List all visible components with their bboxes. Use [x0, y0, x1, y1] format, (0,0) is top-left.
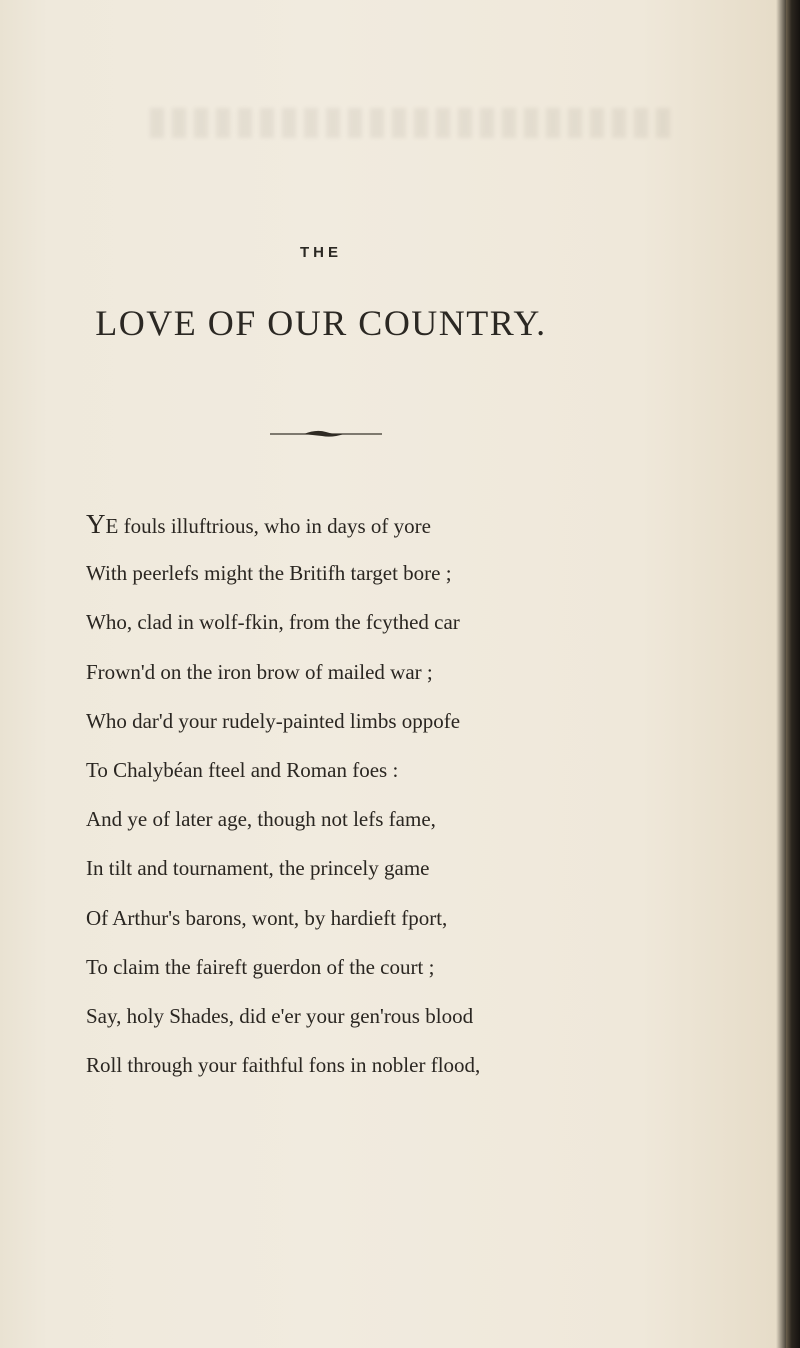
page-title: LOVE OF OUR COUNTRY.: [95, 303, 547, 343]
show-through-text: [150, 108, 670, 138]
poem-line: To claim the faireft guerdon of the court ;: [86, 954, 435, 979]
book-spine-edge: [786, 0, 800, 1348]
poem-line: Who, clad in wolf-fkin, from the fcythed car: [86, 610, 460, 635]
poem-line: Of Arthur's barons, wont, by hardieft fport,: [86, 905, 448, 930]
poem: [86, 500, 726, 1090]
poem-line: Say, holy Shades, did e'er your gen'rous blood: [86, 1003, 474, 1028]
poem-line-text: E fouls illuftrious, who in days of yore: [105, 514, 431, 538]
poem-line: In tilt and tournament, the princely game: [86, 856, 430, 881]
drop-initial: Y: [86, 509, 106, 539]
poem-line: [86, 500, 726, 549]
poem-line: Frown'd on the iron brow of mailed war ;: [86, 659, 433, 684]
poem-line: And ye of later age, though not lefs fame,: [86, 807, 436, 832]
title-kicker: THE: [300, 244, 342, 261]
poem-line: To Chalybéan fteel and Roman foes :: [86, 757, 399, 782]
rule-ornament: [270, 428, 382, 440]
poem-line: Who dar'd your rudely-painted limbs oppofe: [86, 708, 461, 733]
poem-line: Roll through your faithful fons in nobler flood,: [86, 1053, 481, 1078]
poem-line: With peerlefs might the Britifh target bore ;: [86, 561, 452, 586]
